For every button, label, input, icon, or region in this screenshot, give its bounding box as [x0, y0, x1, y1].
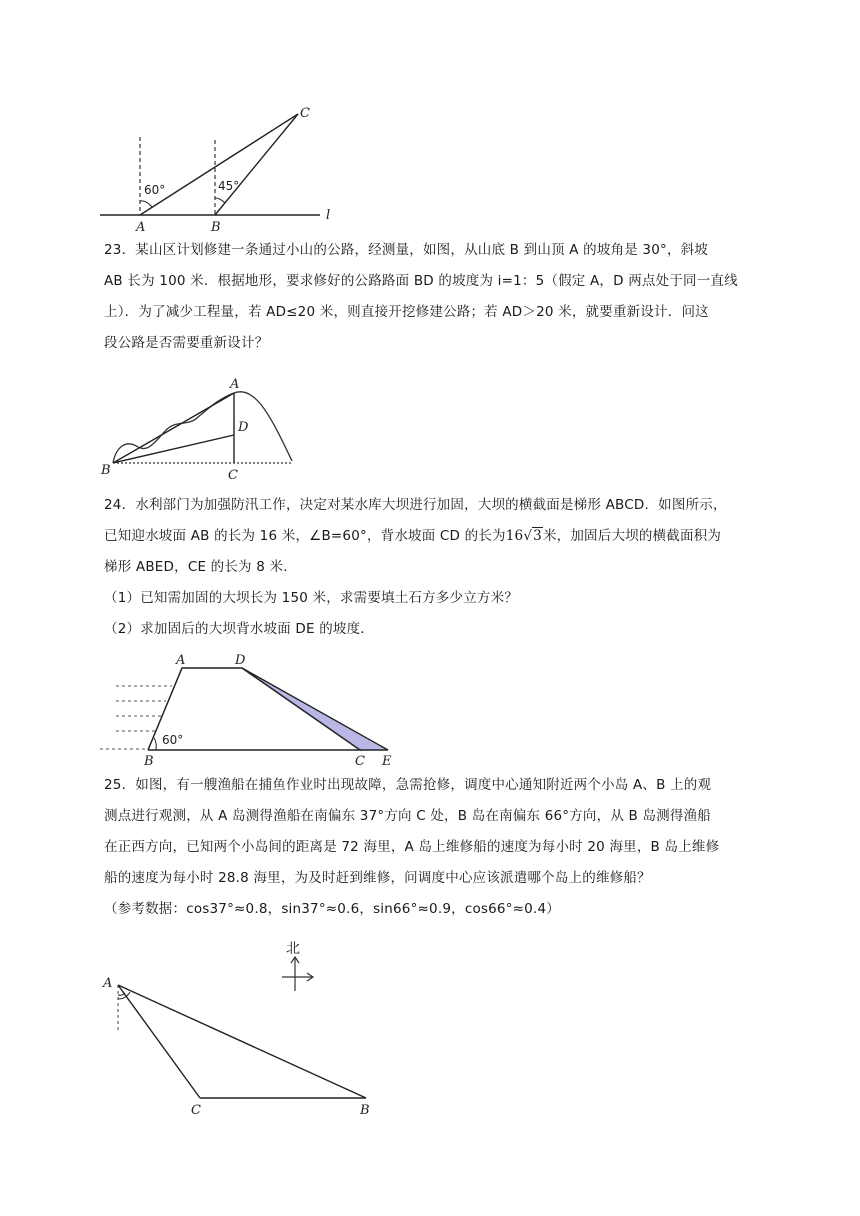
q24-line-2: [104, 521, 764, 552]
q24-line-2-pre: 已知迎水坡面 AB 的长为 16 米，∠B=60°，背水坡面 CD 的长为: [104, 528, 506, 544]
angle-arc-B: [154, 738, 156, 750]
label-l: l: [326, 208, 331, 223]
q25-line-4: 船的速度为每小时 28.8 海里，为及时赶到维修，问调度中心应该派遣哪个岛上的维修船？: [104, 870, 651, 886]
figure-q23: [98, 375, 298, 480]
sqrt-radicand: 3: [533, 528, 542, 544]
label-B: B: [360, 1103, 370, 1118]
segment-AB: [118, 985, 366, 1098]
q23-line-1: 23．某山区计划修建一条通过小山的公路，经测量，如图，从山底 B 到山顶 A 的坡角是 30°，斜坡: [104, 242, 709, 258]
label-A: A: [176, 653, 186, 668]
compass-north-label: 北: [286, 941, 300, 957]
label-A: A: [103, 976, 113, 991]
label-D: D: [238, 420, 249, 435]
segment-AC: [118, 985, 200, 1098]
angle-arc-A-inner: [118, 993, 125, 995]
label-B: B: [144, 754, 154, 768]
label-angle-A: 60°: [144, 183, 166, 197]
q24-line-2-post: 米，加固后大坝的横截面积为: [542, 528, 722, 544]
label-B: B: [101, 463, 111, 478]
question-25: [104, 770, 764, 925]
sqrt-coefficient: 16: [505, 528, 524, 544]
q24-line-3: 梯形 ABED，CE 的长为 8 米．: [104, 559, 297, 575]
sqrt-expression: 16√3: [505, 528, 542, 544]
label-C: C: [228, 468, 238, 480]
q24-line-1: 24．水利部门为加强防汛工作，决定对某水库大坝进行加固，大坝的横截面是梯形 ABCD．如图所示，: [104, 497, 727, 513]
question-24: [104, 490, 764, 645]
label-B: B: [211, 220, 221, 235]
q25-line-2: 测点进行观测，从 A 岛测得渔船在南偏东 37°方向 C 处，B 岛在南偏东 66°方向，从 B 岛测得渔船: [104, 808, 711, 824]
q24-sub-1: （1）已知需加固的大坝长为 150 米，求需要填土石方多少立方米？: [104, 590, 519, 606]
label-C: C: [191, 1103, 201, 1118]
label-E: E: [382, 754, 392, 768]
segment-BC: [215, 114, 298, 215]
q23-line-3: 上）．为了减少工程量，若 AD≤20 米，则直接开挖修建公路；若 AD＞20 米，就要重新设计．问这: [104, 304, 709, 320]
segment-BA: [113, 393, 234, 463]
label-angle-B: 60°: [162, 733, 184, 747]
label-A: A: [230, 377, 240, 392]
segment-DE: [242, 668, 388, 750]
angle-arc-A: [140, 201, 152, 207]
label-C: C: [300, 106, 310, 121]
figure-q25: [98, 935, 388, 1120]
segment-BD: [113, 435, 234, 463]
segment-AC: [140, 114, 298, 215]
q23-line-2: AB 长为 100 米．根据地形，要求修好的公路路面 BD 的坡度为 i=1：5（假定 A，D 两点处于同一直线: [104, 273, 738, 289]
label-C: C: [355, 754, 365, 768]
q25-reference-data: （参考数据：cos37°≈0.8，sin37°≈0.6，sin66°≈0.9，cos66°≈0.4）: [104, 901, 560, 917]
q23-line-4: 段公路是否需要重新设计？: [104, 335, 269, 351]
mountain-outline: [113, 392, 292, 463]
label-D: D: [235, 653, 246, 668]
question-23: [104, 235, 764, 359]
q25-line-3: 在正西方向，已知两个小岛间的距离是 72 海里，A 岛上维修船的速度为每小时 20 海里，B 岛上维修: [104, 839, 720, 855]
q24-sub-2: （2）求加固后的大坝背水坡面 DE 的坡度．: [104, 621, 374, 637]
q25-line-1: 25．如图，有一艘渔船在捕鱼作业时出现故障，急需抢修，调度中心通知附近两个小岛 A、B 上的观: [104, 777, 712, 793]
angle-arc-B: [215, 198, 225, 203]
label-angle-B: 45°: [218, 179, 240, 193]
figure-q22: [100, 100, 350, 236]
label-A: A: [136, 220, 146, 235]
figure-q24: [100, 652, 395, 768]
